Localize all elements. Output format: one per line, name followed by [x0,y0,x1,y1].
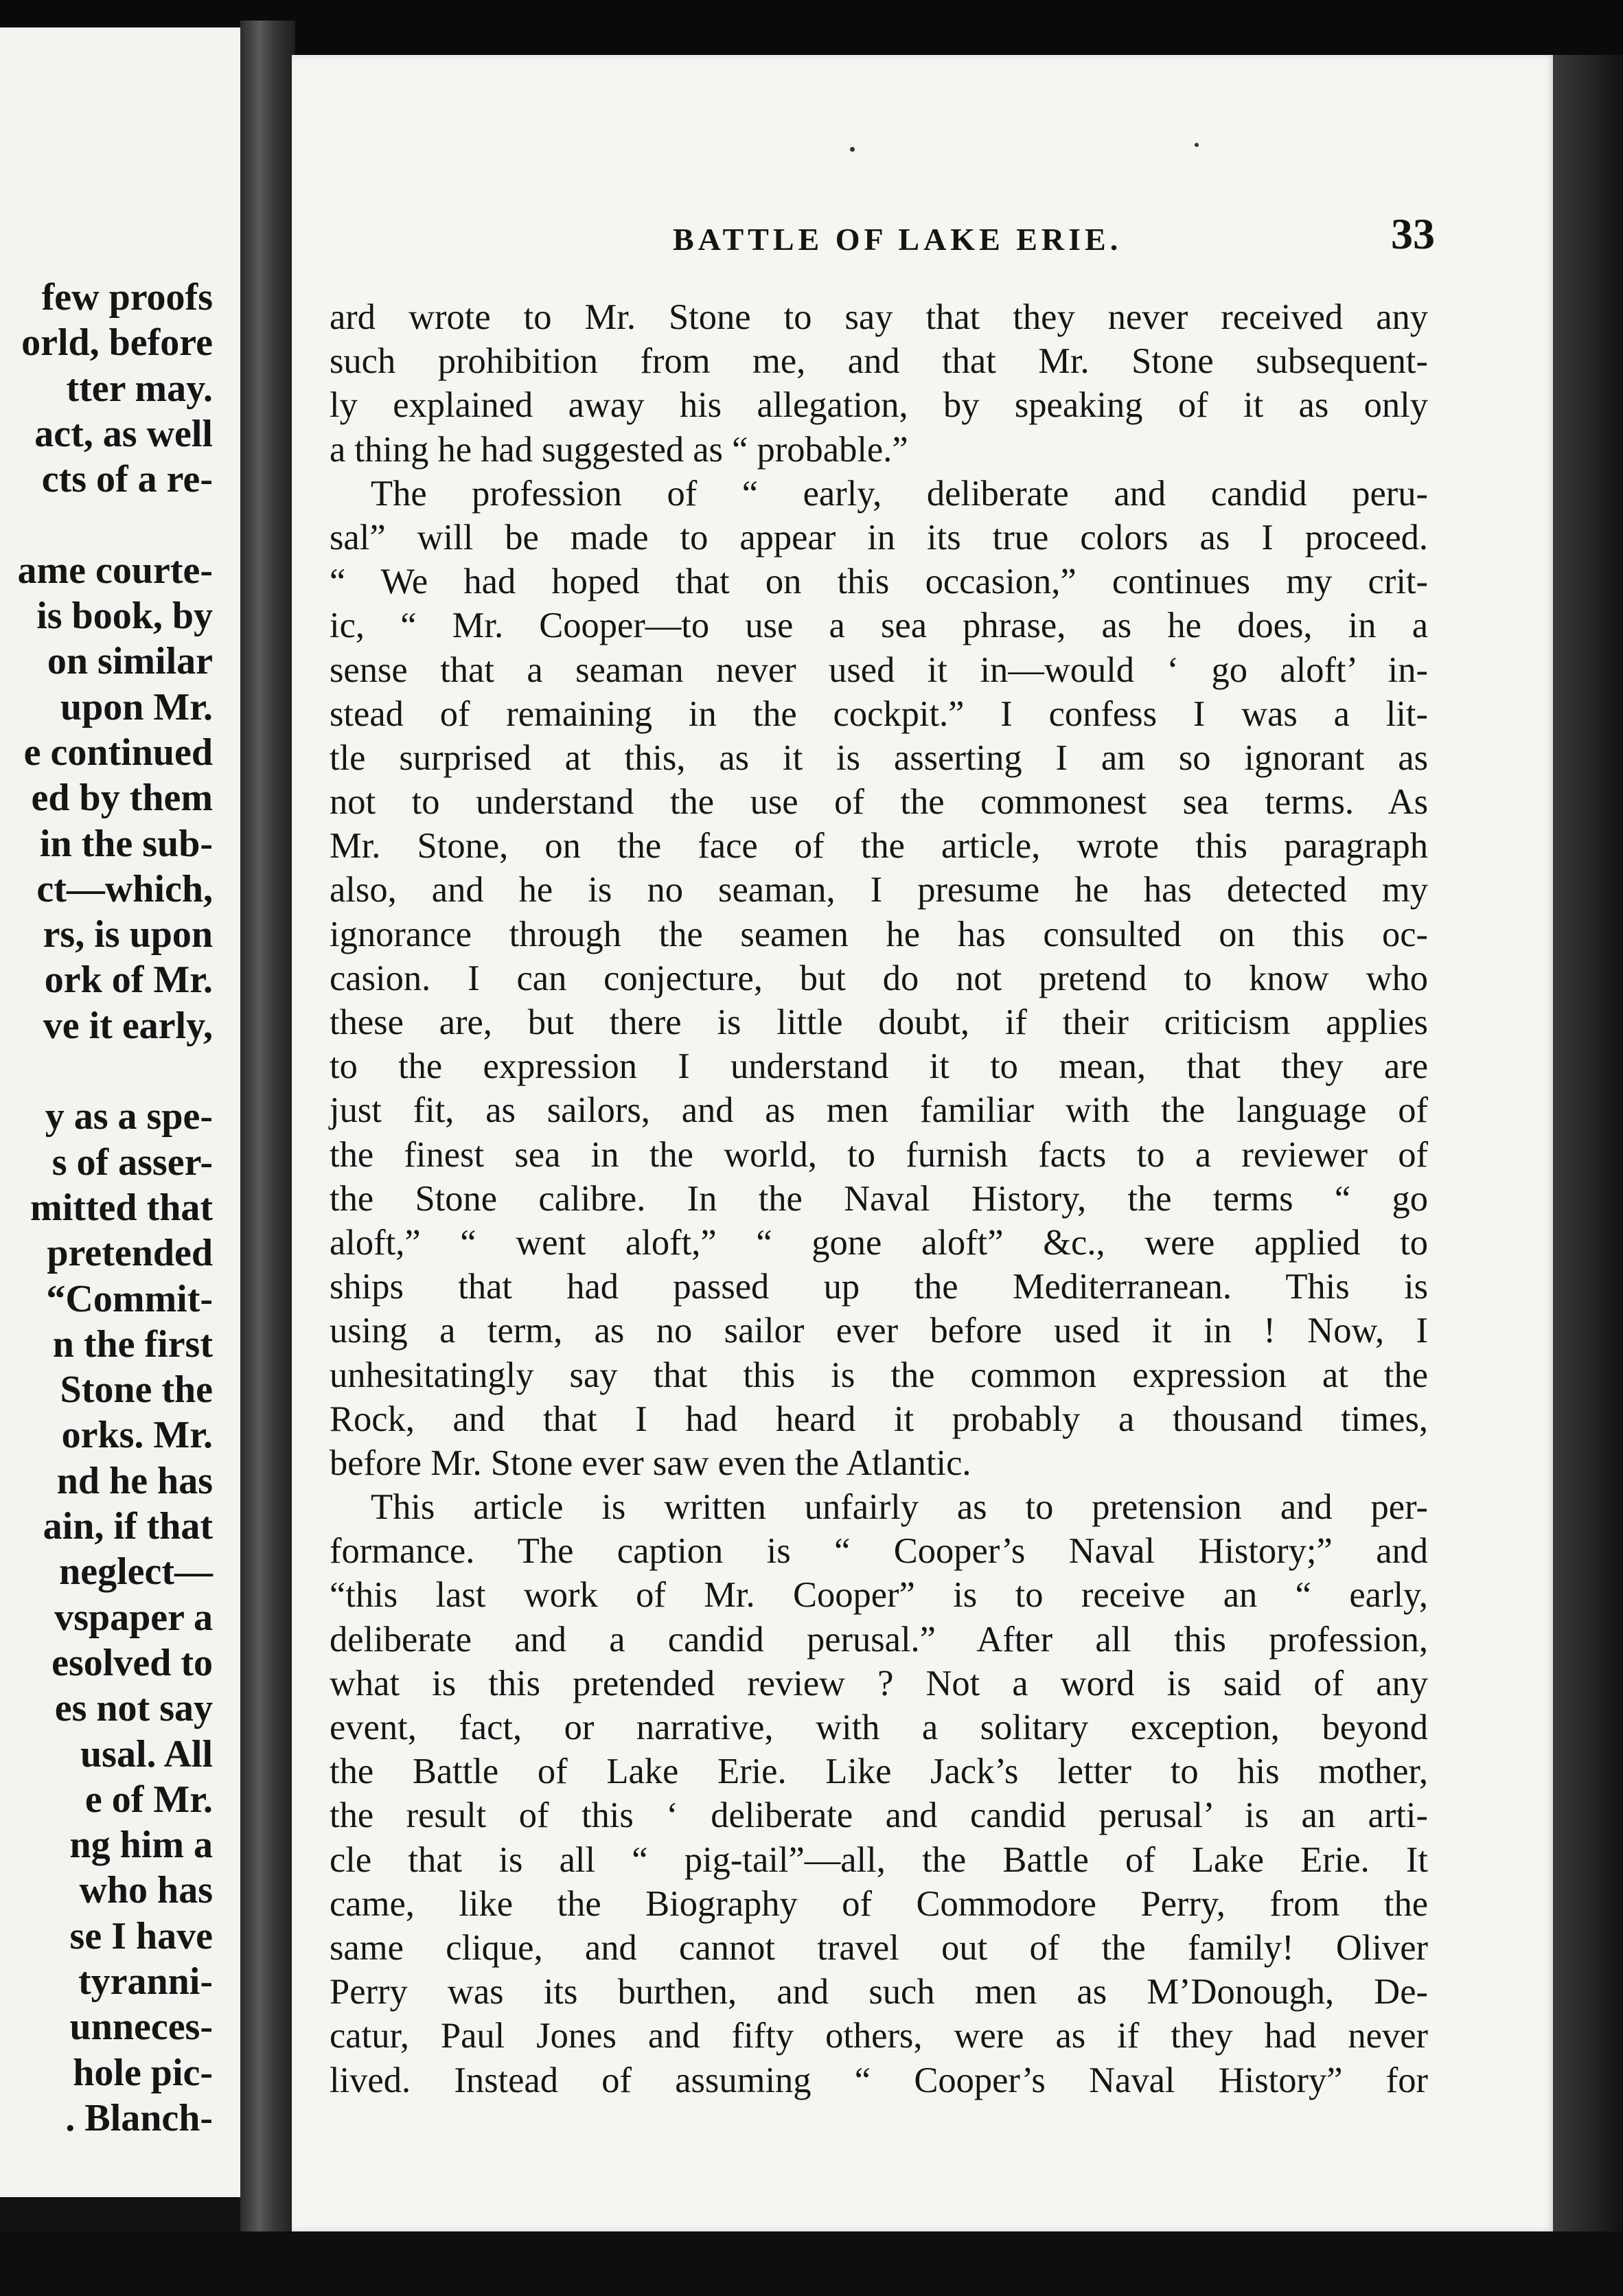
previous-page-line: ed by them [31,777,213,820]
text-line: the result of this ‘ deliberate and candid perusal’ is an arti- [330,1795,1428,1836]
text-line: sense that a seaman never used it in—would ‘ go aloft’ in- [330,650,1428,690]
previous-page-line: tter may. [66,367,213,410]
previous-page-line: se I have [69,1914,213,1958]
previous-page-line [0,1048,213,1094]
text-line: ic, “ Mr. Cooper—to use a sea phrase, as he does, in a [330,606,1428,646]
page-edge-shadow [1553,55,1623,2296]
text-line: just fit, as sailors, and as men familiar with the language of [330,1090,1428,1131]
page-header [384,206,1435,268]
text-line: what is this pretended review ? Not a word is said of any [330,1663,1428,1703]
previous-page-line: usal. All [80,1732,213,1776]
text-line: catur, Paul Jones and fifty others, were as if they had never [330,2016,1428,2056]
previous-page-line: orks. Mr. [61,1414,213,1457]
previous-page-line: orld, before [21,321,213,365]
text-line: This article is written unfairly as to pretension and per- [371,1487,1428,1528]
previous-page-line: e of Mr. [84,1778,213,1821]
previous-page-line: cts of a re- [41,458,213,501]
text-line: the finest sea in the world, to furnish facts to a reviewer of [330,1134,1428,1175]
previous-page-line: n the first [52,1322,213,1366]
previous-page-line: ng him a [69,1824,213,1867]
page-number: 33 [1391,209,1435,258]
previous-page-line: y as a spe- [45,1095,213,1138]
previous-page-text [0,275,213,2141]
previous-page-line: upon Mr. [60,685,213,728]
text-line: unhesitatingly say that this is the common expression at the [330,1355,1428,1395]
previous-page-line: “Commit- [46,1277,213,1320]
text-line: Perry was its burthen, and such men as M’Donough, De- [330,1972,1428,2012]
text-line: to the expression I understand it to mean, that they are [330,1046,1428,1087]
previous-page-line: mitted that [30,1186,213,1229]
previous-page-line: e continued [23,731,213,774]
text-line: stead of remaining in the cockpit.” I confess I was a lit- [330,693,1428,734]
text-line: deliberate and a candid perusal.” After all this profession, [330,1619,1428,1660]
previous-page [0,27,240,2197]
previous-page-line: who has [79,1869,213,1912]
text-line: aloft,” “ went aloft,” “ gone aloft” &c., were applied to [330,1222,1428,1263]
previous-page-line: nd he has [56,1459,213,1502]
previous-page-line: neglect— [59,1550,213,1594]
text-line: also, and he is no seaman, I presume he has detected my [330,870,1428,910]
text-line: “this last work of Mr. Cooper” is to receive an “ early, [330,1575,1428,1616]
text-line: using a term, as no sailor ever before used it in ! Now, I [330,1311,1428,1351]
text-line: a thing he had suggested as “ probable.” [330,429,908,470]
previous-page-line: s of asser- [51,1140,213,1184]
text-line: lived. Instead of assuming “ Cooper’s Naval History” for [330,2060,1428,2100]
body-text [330,295,1428,2102]
previous-page-line: vspaper a [54,1596,213,1639]
previous-page-line: hole pic- [73,2051,213,2094]
previous-page-line: ve it early, [43,1004,213,1047]
text-line: tle surprised at this, as it is asserting I am so ignorant as [330,737,1428,778]
text-line: came, like the Biography of Commodore Perry, from the [330,1883,1428,1924]
previous-page-line: unneces- [69,2006,213,2049]
text-line: ard wrote to Mr. Stone to say that they never received any [330,297,1428,337]
previous-page-line: ct—which, [36,867,213,910]
print-speck [1195,143,1199,147]
text-line: the Battle of Lake Erie. Like Jack’s letter to his mother, [330,1752,1428,1792]
text-line: cle that is all “ pig-tail”—all, the Battle of Lake Erie. It [330,1839,1428,1880]
print-speck [850,147,855,152]
previous-page-line: ain, if that [43,1505,213,1548]
previous-page-line: is book, by [36,595,213,638]
previous-page-line: on similar [47,640,213,683]
text-line: not to understand the use of the commonest sea terms. As [330,782,1428,823]
previous-page-line: es not say [54,1687,213,1730]
previous-page-line [0,502,213,547]
text-line: sal” will be made to appear in its true colors as I proceed. [330,517,1428,558]
text-line: ly explained away his allegation, by speaking of it as only [330,385,1428,426]
text-line: these are, but there is little doubt, if their criticism applies [330,1002,1428,1042]
text-line: “ We had hoped that on this occasion,” continues my crit- [330,562,1428,602]
previous-page-line: rs, is upon [43,913,213,956]
previous-page-line: in the sub- [39,822,213,865]
previous-page-line: act, as well [34,412,213,455]
text-line: the Stone calibre. In the Naval History, the terms “ go [330,1178,1428,1219]
scan-bottom-border [0,2231,1623,2296]
previous-page-line: tyranni- [78,1960,213,2003]
previous-page-line: . Blanch- [65,2096,213,2139]
text-line: casion. I can conjecture, but do not pretend to know who [330,958,1428,998]
text-line: ignorance through the seamen he has consulted on this oc- [330,914,1428,954]
text-line: formance. The caption is “ Cooper’s Naval History;” and [330,1531,1428,1572]
text-line: such prohibition from me, and that Mr. Stone subsequent- [330,341,1428,382]
running-title: BATTLE OF LAKE ERIE. [673,222,1123,257]
text-line: Rock, and that I had heard it probably a thousand times, [330,1399,1428,1439]
previous-page-line: pretended [47,1232,213,1275]
previous-page-line: Stone the [60,1368,213,1412]
text-line: event, fact, or narrative, with a solitary exception, beyond [330,1708,1428,1747]
previous-page-line: ame courte- [17,549,213,592]
text-line: Mr. Stone, on the face of the article, wrote this paragraph [330,826,1428,866]
previous-page-line: esolved to [51,1641,213,1684]
previous-page-line: few proofs [41,276,213,319]
text-line: same clique, and cannot travel out of the family! Oliver [330,1927,1428,1968]
text-line: ships that had passed up the Mediterranean. This is [330,1267,1428,1307]
previous-page-line: ork of Mr. [44,958,213,1002]
text-line: The profession of “ early, deliberate and candid peru- [371,473,1428,514]
text-line: before Mr. Stone ever saw even the Atlantic. [330,1443,971,1483]
book-gutter [240,21,295,2252]
